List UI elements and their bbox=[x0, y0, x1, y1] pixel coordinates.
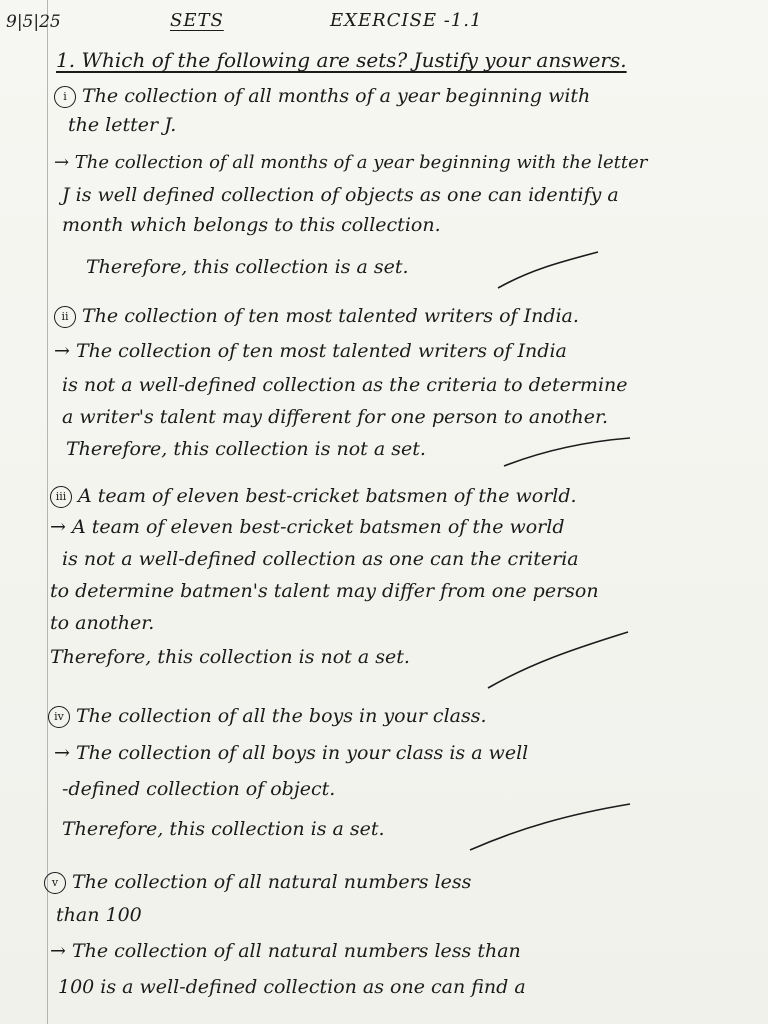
item-ii-question-line1: ii The collection of ten most talented writers of India. bbox=[54, 306, 579, 328]
exercise-title: EXERCISE -1.1 bbox=[330, 10, 483, 31]
item-ii-answer-line1: → The collection of ten most talented writers of India bbox=[54, 340, 567, 362]
item-i-conclusion: Therefore, this collection is a set. bbox=[86, 256, 409, 278]
item-ii-answer-line3: a writer's talent may different for one person to another. bbox=[62, 406, 609, 428]
item-number: i bbox=[54, 86, 76, 108]
item-iv-question-line1: iv The collection of all the boys in your class. bbox=[48, 706, 487, 728]
item-iii-conclusion: Therefore, this collection is not a set. bbox=[50, 646, 410, 668]
item-iv-answer-line1: → The collection of all boys in your class is a well bbox=[54, 742, 529, 764]
flourish-i bbox=[498, 252, 598, 288]
item-number: iv bbox=[48, 706, 70, 728]
date: 9|5|25 bbox=[6, 12, 61, 32]
margin-line bbox=[47, 0, 48, 1024]
question-heading: 1. Which of the following are sets? Justify your answers. bbox=[56, 48, 627, 72]
item-iv-answer-line2: -defined collection of object. bbox=[62, 778, 336, 800]
topic-title: SETS bbox=[170, 10, 224, 31]
item-iii-answer-line4: to another. bbox=[50, 612, 155, 634]
item-iii-answer-line1: → A team of eleven best-cricket batsmen of the world bbox=[50, 516, 565, 538]
item-iii-answer-line3: to determine batmen's talent may differ from one person bbox=[50, 580, 599, 602]
item-v-question-line1: v The collection of all natural numbers less bbox=[44, 872, 471, 894]
item-number: iii bbox=[50, 486, 72, 508]
item-ii-conclusion: Therefore, this collection is not a set. bbox=[66, 438, 426, 460]
item-ii-answer-line2: is not a well-defined collection as the criteria to determine bbox=[62, 374, 628, 396]
item-number: v bbox=[44, 872, 66, 894]
item-iii-question-line1: iii A team of eleven best-cricket batsmen of the world. bbox=[50, 486, 577, 508]
item-i-question-line2: the letter J. bbox=[68, 114, 177, 136]
item-iii-answer-line2: is not a well-defined collection as one can the criteria bbox=[62, 548, 579, 570]
item-i-answer-line2: J is well defined collection of objects as one can identify a bbox=[62, 184, 619, 206]
item-i-question-line1: i The collection of all months of a year beginning with bbox=[54, 86, 590, 108]
flourish-iii bbox=[488, 632, 628, 688]
flourish-iv bbox=[470, 804, 630, 850]
item-v-answer-line2: 100 is a well-defined collection as one can find a bbox=[58, 976, 526, 998]
item-v-question-line2: than 100 bbox=[56, 904, 142, 926]
item-i-answer-line1: → The collection of all months of a year beginning with the letter bbox=[54, 152, 648, 173]
item-number: ii bbox=[54, 306, 76, 328]
flourish-ii bbox=[504, 438, 630, 466]
item-v-answer-line1: → The collection of all natural numbers less than bbox=[50, 940, 521, 962]
item-iv-conclusion: Therefore, this collection is a set. bbox=[62, 818, 385, 840]
item-i-answer-line3: month which belongs to this collection. bbox=[62, 214, 441, 236]
